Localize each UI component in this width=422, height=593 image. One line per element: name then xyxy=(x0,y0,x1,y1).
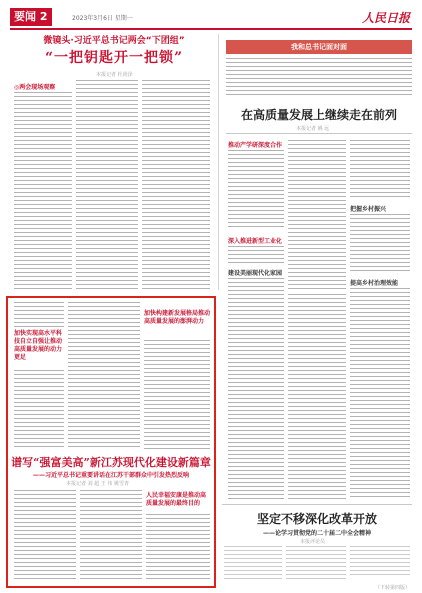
feature-headline: 在高质量发展上继续走在前列 xyxy=(240,108,397,122)
lead-kicker: 微镜头·习近平总书记两会“下团组” xyxy=(43,36,185,46)
framed-column-6 xyxy=(146,514,210,582)
feature-column-3 xyxy=(350,140,410,200)
framed-column-3 xyxy=(144,340,210,450)
lead-subhead: ◎两会现场观察 xyxy=(14,84,56,91)
commentary-byline: 本报评论员 xyxy=(300,539,326,545)
feature-intro-text xyxy=(226,58,412,96)
framed-callout-1: 加快实现高水平科技自立自强让推动高质量发展的动力更足 xyxy=(14,330,63,361)
feature-column-4 xyxy=(350,214,410,274)
bottom-right-rule xyxy=(222,504,412,505)
feature-column-8 xyxy=(350,288,410,500)
commentary-column-3 xyxy=(350,546,410,578)
commentary-column-2 xyxy=(286,546,346,582)
lead-headline: “一把钥匙开一把锁” xyxy=(44,50,184,66)
column-divider xyxy=(218,34,219,290)
feature-box-2-title: 深入推进新型工业化 xyxy=(228,238,283,245)
lead-column-3 xyxy=(142,80,210,290)
newspaper-logo: 人民日报 xyxy=(361,11,410,25)
side-label-2: 把握乡村振兴 xyxy=(350,206,387,213)
framed-headline: 谱写“强富美高”新江苏现代化建设新篇章 xyxy=(11,456,211,469)
lead-byline: 本报记者 杜尚泽 xyxy=(96,72,133,78)
commentary-column-1 xyxy=(224,546,282,582)
commentary-subhead: ——论学习贯彻党的二十届二中全会精神 xyxy=(262,530,371,537)
feature-banner: 我和总书记面对面 xyxy=(226,40,412,54)
framed-callout-3: 人民幸福安康是推动高质量发展的最终目的 xyxy=(146,492,207,507)
framed-column-2 xyxy=(68,302,140,450)
framed-subhead: ——习近平总书记重要讲话在江苏干部群众中引发热烈反响 xyxy=(32,472,189,479)
continued-note: （下转第四版） xyxy=(374,585,410,591)
framed-callout-2: 加快构建新发展格局推动高质量发展的澎湃动力 xyxy=(144,310,211,325)
lead-column-2 xyxy=(76,80,138,290)
framed-column-1 xyxy=(14,370,64,450)
side-label-1: 建设美丽现代化家园 xyxy=(228,270,283,277)
framed-column-5 xyxy=(80,490,142,582)
feature-byline: 本报记者 姚 远 xyxy=(296,126,330,132)
feature-column-1 xyxy=(228,150,284,230)
feature-rule xyxy=(226,133,412,134)
issue-date: 2023年3月6日 星期一 xyxy=(72,15,133,22)
commentary-headline: 坚定不移深化改革开放 xyxy=(256,512,377,526)
lead-column-1 xyxy=(14,92,72,290)
section-label: 要闻 2 xyxy=(10,8,52,26)
feature-column-2 xyxy=(288,140,346,290)
feature-box-title: 推动产学研深度合作 xyxy=(228,142,283,149)
feature-column-7 xyxy=(288,294,346,500)
framed-column-4 xyxy=(14,490,76,582)
framed-intro-text xyxy=(14,302,64,328)
side-label-3: 提高乡村治理效能 xyxy=(350,280,399,287)
feature-column-5 xyxy=(228,246,284,264)
feature-column-6 xyxy=(228,278,284,500)
framed-byline: 本报记者 刘 超 王 伟 姚雪青 xyxy=(66,481,129,487)
header-rule xyxy=(10,28,412,30)
page-header xyxy=(10,8,412,26)
